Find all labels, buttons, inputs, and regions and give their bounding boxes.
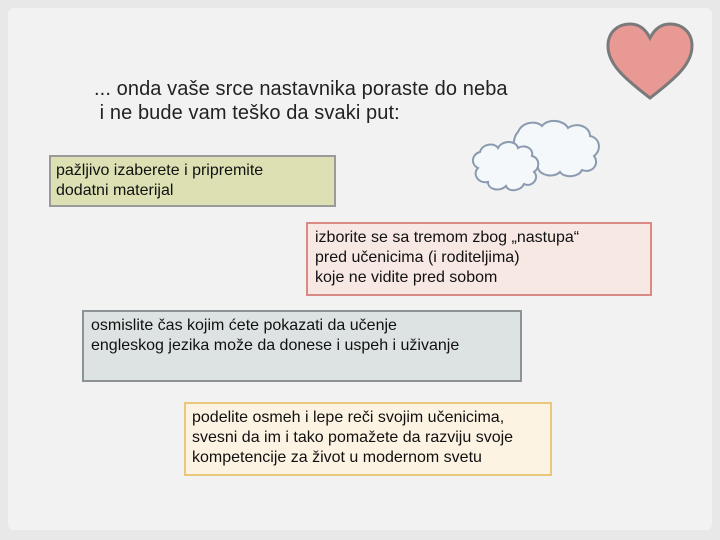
tip-text-line: svesni da im i tako pomažete da razviju svoje — [192, 429, 514, 446]
tip-box-lesson-design — [82, 310, 522, 382]
tip-text-line: engleskog jezika može da donese i uspeh i uživanje — [91, 337, 460, 354]
title-line-1: ... onda vaše srce nastavnika poraste do neba — [94, 78, 508, 100]
tip-text-line: dodatni materijal — [56, 182, 174, 199]
tip-text-line: izborite se sa tremom zbog „nastupa“ — [315, 229, 580, 246]
tip-text-line: podelite osmeh i lepe reči svojim učenicima, — [192, 409, 505, 426]
heart-icon — [604, 20, 696, 104]
title-line-2: i ne bude vam teško da svaki put: — [94, 102, 400, 124]
tip-box-encouragement — [184, 402, 552, 476]
tip-text-line: pažljivo izaberete i pripremite — [56, 162, 264, 179]
tip-text-line: koje ne vidite pred sobom — [315, 269, 498, 286]
tip-text-line: pred učenicima (i roditeljima) — [315, 249, 520, 266]
tip-text-line: kompetencije za život u modernom svetu — [192, 449, 482, 466]
tip-box-materials — [49, 155, 336, 207]
tip-box-stage-fright — [306, 222, 652, 296]
cloud-icon — [466, 118, 606, 202]
tip-text-line: osmislite čas kojim ćete pokazati da učenje — [91, 317, 397, 334]
